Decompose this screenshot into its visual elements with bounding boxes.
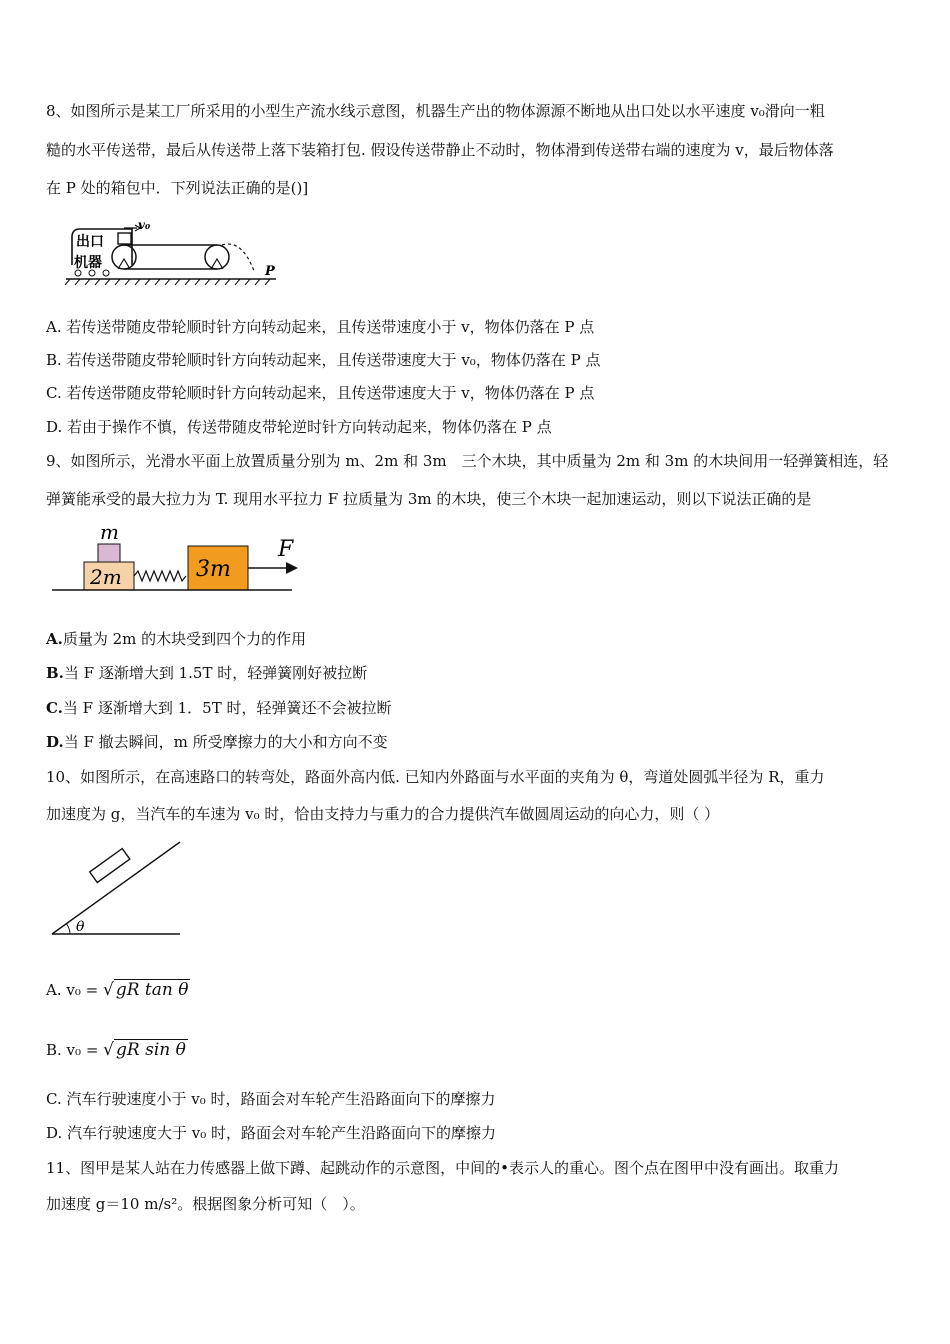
q9-option-b: B.当 F 逐渐增大到 1.5T 时，轻弹簧刚好被拉断 [46, 664, 368, 682]
q10-stem-line-2: 加速度为 g，当汽车的车速为 v₀ 时，恰由支持力与重力的合力提供汽车做圆周运动的向心力，则（ ） [46, 805, 720, 823]
conveyor-belt-figure [62, 215, 292, 290]
q8-stem-line-3: 在 P 处的箱包中．下列说法正确的是()] [46, 179, 309, 197]
v0-label: v₀ [138, 218, 151, 232]
q10-option-b: B. v₀ = √ gR sin θ [46, 1040, 186, 1060]
block-m-label: m [100, 520, 119, 544]
exit-label: 出口 [76, 234, 104, 250]
banked-road-figure [48, 838, 188, 938]
q8-stem-line-2: 糙的水平传送带，最后从传送带上落下装箱打包. 假设传送带静止不动时，物体滑到传送带右端的速度为 v，最后物体落 [46, 141, 834, 159]
blocks-spring-figure [52, 520, 312, 600]
q11-stem-line-1: 11、图甲是某人站在力传感器上做下蹲、起跳动作的示意图，中间的•表示人的重心。图个点在图甲中没有画出。取重力 [46, 1159, 839, 1177]
q8-option-a: A. 若传送带随皮带轮顺时针方向转动起来，且传送带速度小于 v，物体仍落在 P 点 [46, 318, 595, 336]
q9-stem-line-1: 9、如图所示，光滑水平面上放置质量分别为 m、2m 和 3m 三个木块，其中质量为 2m 和 3m 的木块间用一轻弹簧相连，轻 [46, 452, 889, 470]
q10-stem-line-1: 10、如图所示，在高速路口的转弯处，路面外高内低. 已知内外路面与水平面的夹角为 θ，弯道处圆弧半径为 R，重力 [46, 768, 825, 786]
sqrt-icon: √ [102, 980, 114, 1000]
q9-stem-line-2: 弹簧能承受的最大拉力为 T. 现用水平拉力 F 拉质量为 3m 的木块，使三个木块一起加速运动，则以下说法正确的是 [46, 490, 812, 508]
p-label: P [265, 264, 275, 279]
q9-option-a: A.质量为 2m 的木块受到四个力的作用 [46, 630, 307, 648]
q10-option-d: D. 汽车行驶速度大于 v₀ 时，路面会对车轮产生沿路面向下的摩擦力 [46, 1124, 497, 1142]
machine-label: 机器 [74, 255, 102, 271]
q9-option-c: C.当 F 逐渐增大到 1．5T 时，轻弹簧还不会被拉断 [46, 699, 392, 717]
q10-option-a: A. v₀ = √ gR tan θ [46, 980, 189, 1000]
block-3m-label: 3m [196, 557, 231, 582]
q8-option-b: B. 若传送带随皮带轮顺时针方向转动起来，且传送带速度大于 v₀，物体仍落在 P 点 [46, 351, 601, 369]
block-2m-label: 2m [90, 565, 122, 589]
force-f-label: F [278, 537, 294, 562]
q9-option-d: D.当 F 撤去瞬间，m 所受摩擦力的大小和方向不变 [46, 733, 388, 751]
q8-stem-line-1: 8、如图所示是某工厂所采用的小型生产流水线示意图，机器生产出的物体源源不断地从出口处以水平速度 v₀滑向一粗 [46, 102, 825, 120]
q8-option-c: C. 若传送带随皮带轮顺时针方向转动起来，且传送带速度大于 v，物体仍落在 P 点 [46, 384, 595, 402]
q10-option-c: C. 汽车行驶速度小于 v₀ 时，路面会对车轮产生沿路面向下的摩擦力 [46, 1090, 496, 1108]
theta-label: θ [76, 919, 85, 935]
sqrt-icon: √ [103, 1040, 115, 1060]
q8-option-d: D. 若由于操作不慎，传送带随皮带轮逆时针方向转动起来，物体仍落在 P 点 [46, 418, 552, 436]
q11-stem-line-2: 加速度 g＝10 m/s²。根据图象分析可知（ ）。 [46, 1195, 365, 1213]
